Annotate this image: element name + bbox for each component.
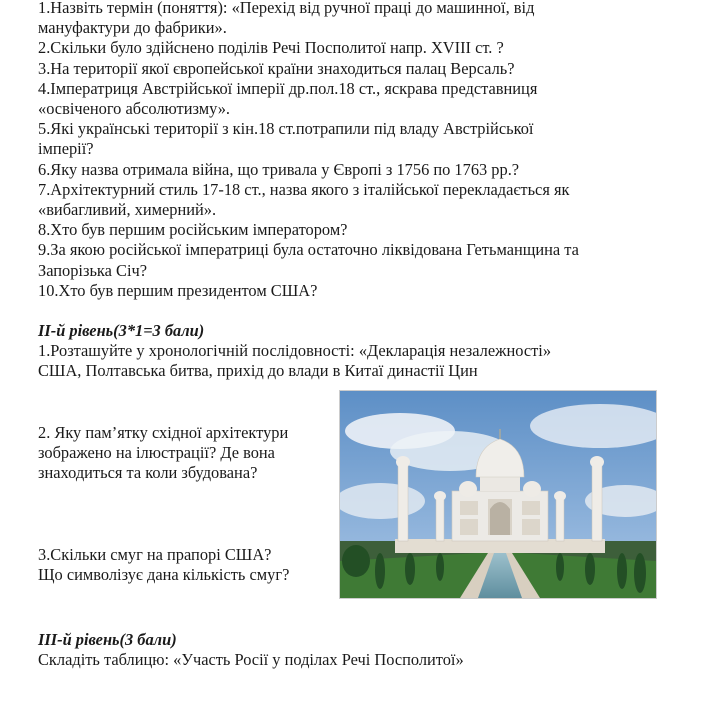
level1-question-1-line-2: мануфактури до фабрики». — [38, 18, 227, 38]
taj-mahal-photo — [339, 390, 657, 599]
level1-question-7-line-2: «вибагливий, химерний». — [38, 200, 217, 220]
q2-line-2: зображено на ілюстрації? Де вона — [38, 442, 275, 462]
level1-question-4-line-1: 4.Імператриця Австрійської імперії др.пол.18 ст., яскрава представниця — [38, 78, 538, 98]
level1-question-9-line-1: 9.За якою російської імператриці була остаточно ліквідована Гетьманщина та — [38, 240, 579, 260]
level3-task: Складіть таблицю: «Участь Росії у поділах Речі Посполитої» — [38, 649, 464, 669]
level2-question-2 — [38, 423, 288, 484]
level1-question-6-line-1: 6.Яку назва отримала війна, що тривала у Європі з 1756 по 1763 рр.? — [38, 159, 520, 179]
level2-heading: ІІ-й рівень(3*1=3 бали) — [38, 321, 205, 341]
q3-line-1: 3.Скільки смуг на прапорі США? — [38, 544, 272, 564]
level1-question-list — [38, 0, 703, 301]
level2-question-3 — [38, 545, 289, 585]
q2-line-1: 2. Яку пам’ятку східної архітектури — [38, 422, 289, 442]
level1-question-10-line-1: 10.Хто був першим президентом США? — [38, 280, 318, 300]
q3-line-2: Що символізує дана кількість смуг? — [38, 564, 290, 584]
level1-question-1-line-1: 1.Назвіть термін (поняття): «Перехід від ручної праці до машинної, від — [38, 0, 535, 17]
level1-question-9-line-2: Запорізька Січ? — [38, 260, 148, 280]
level1-question-4-line-2: «освіченого абсолютизму». — [38, 99, 230, 119]
level1-question-5-line-1: 5.Які українські території з кін.18 ст.потрапили під владу Австрійської — [38, 119, 534, 139]
q2-line-3: знаходиться та коли збудована? — [38, 463, 258, 483]
worksheet — [38, 0, 703, 670]
illustrated-questions — [38, 390, 703, 600]
level1-question-2-line-1: 2.Скільки було здійснено поділів Речі Посполитої напр. XVIII ст. ? — [38, 38, 504, 58]
level2-question-1-line-1: 1.Розташуйте у хронологічній послідовності: «Декларація незалежності» — [38, 341, 552, 361]
level1-question-5-line-2: імперії? — [38, 139, 94, 159]
taj-mahal-illustration — [340, 391, 656, 598]
level1-question-7-line-1: 7.Архітектурний стиль 17-18 ст., назва якого з італійської перекладається як — [38, 179, 570, 199]
level1-question-8-line-1: 8.Хто був першим російським імператором? — [38, 220, 348, 240]
level3-heading: ІІІ-й рівень(3 бали) — [38, 629, 177, 649]
level1-question-3-line-1: 3.На території якої європейської країни знаходиться палац Версаль? — [38, 58, 515, 78]
level2-question-1-line-2: США, Полтавська битва, прихід до влади в Китаї династії Цин — [38, 361, 478, 381]
